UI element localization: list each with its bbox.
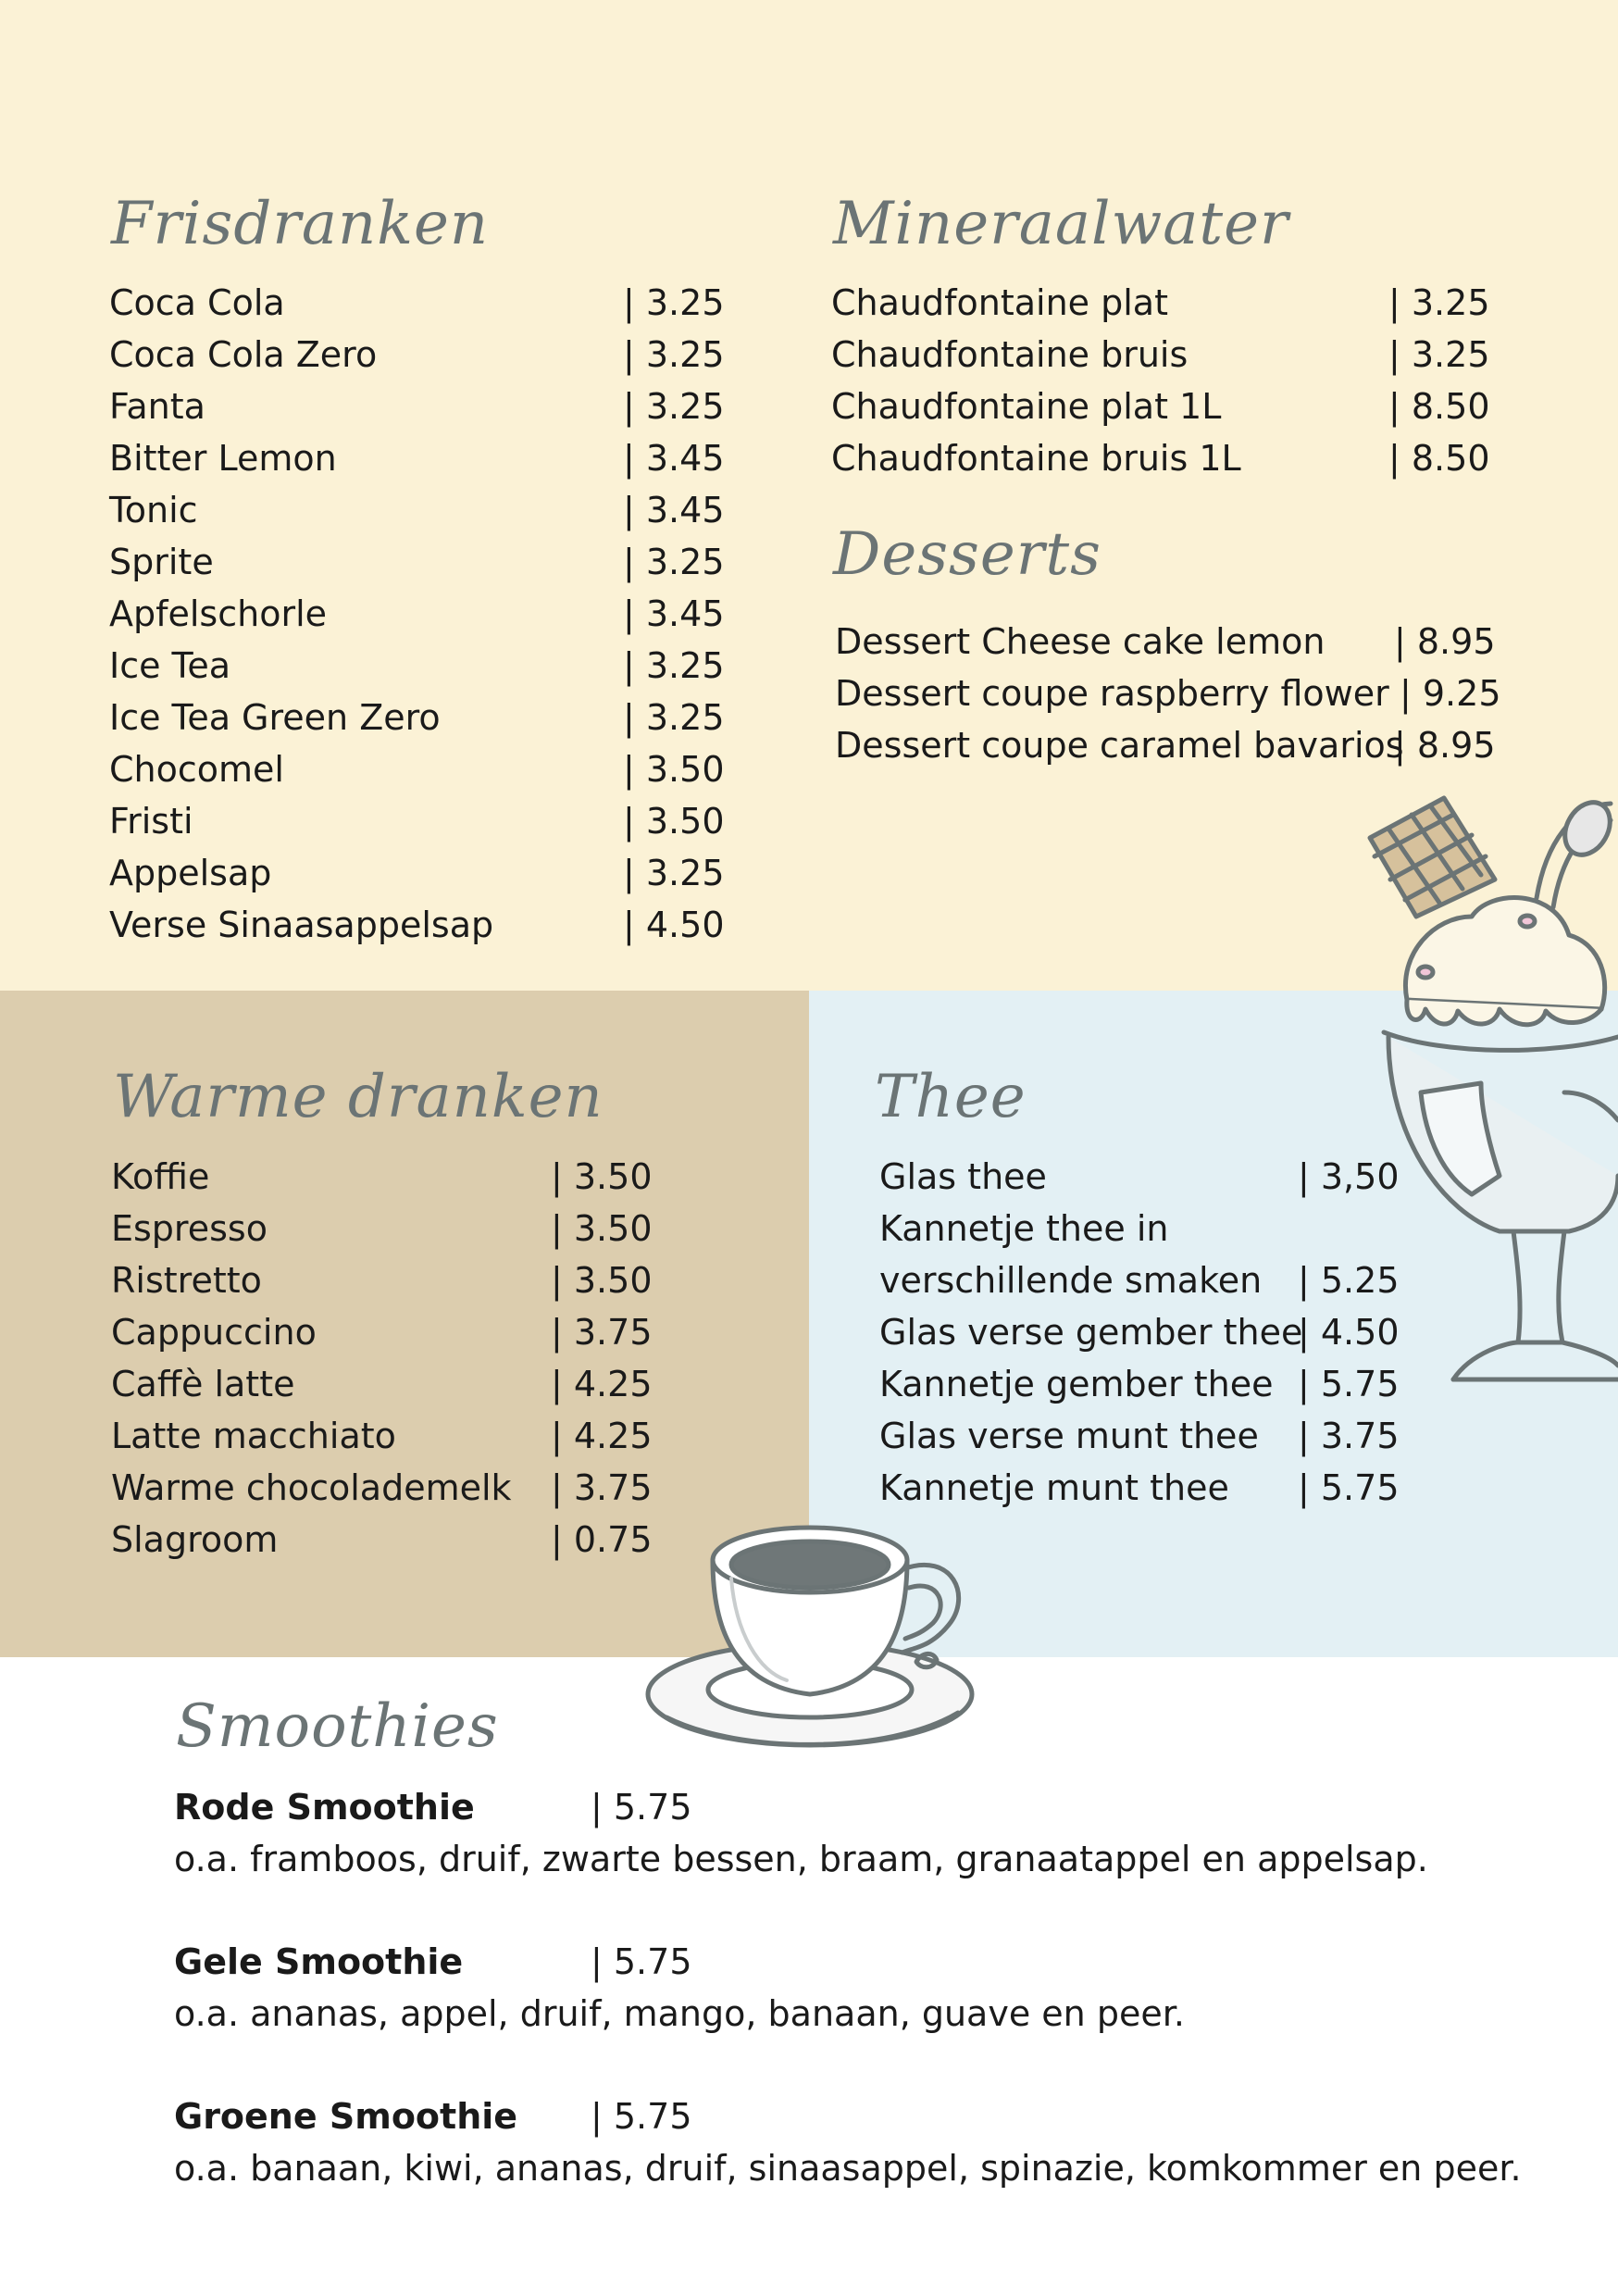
menu-item [111,1254,778,1306]
menu-item [111,1203,778,1254]
smoothie-price: | 5.75 [591,1787,692,1828]
item-price: | 3.75 [551,1467,653,1508]
item-price: | 3.25 [623,334,725,375]
item-price: | 4.25 [551,1364,653,1404]
item-name: Dessert coupe caramel bavarios [835,725,1404,766]
item-price: | 4.50 [623,905,725,945]
item-price: | 5.75 [1298,1364,1400,1404]
item-name: Appelsap [109,853,272,893]
item-price: | 3.25 [623,697,725,738]
item-name: Chaudfontaine plat [831,282,1168,323]
smoothie-name: Rode Smoothie [174,1787,475,1828]
frisdranken-list [109,277,757,951]
item-price: | 5.75 [1298,1467,1400,1508]
desserts-list [835,616,1575,771]
item-name: Chocomel [109,749,284,790]
item-name: Koffie [111,1156,210,1197]
item-name: verschillende smaken [879,1260,1263,1301]
item-price: | 3.75 [551,1312,653,1353]
item-name: Coca Cola Zero [109,334,378,375]
item-name: Ristretto [111,1260,262,1301]
item-price: | 0.75 [551,1519,653,1560]
menu-item [831,432,1535,484]
item-name: Bitter Lemon [109,438,337,479]
item-price: | 3.50 [551,1260,653,1301]
item-name: Glas thee [879,1156,1047,1197]
menu-item [831,381,1535,432]
item-price: | 3.25 [623,282,725,323]
item-name: Verse Sinaasappelsap [109,905,494,945]
desserts-heading: Desserts [833,520,1101,589]
menu-item [111,1462,778,1514]
menu-item [831,277,1535,329]
item-name: Slagroom [111,1519,279,1560]
item-name: Ice Tea [109,645,230,686]
item-price: | 3.50 [623,749,725,790]
item-name: Chaudfontaine bruis 1L [831,438,1241,479]
menu-item [835,719,1575,771]
item-name: Sprite [109,542,214,582]
item-name: Cappuccino [111,1312,317,1353]
item-price: | 3.25 [1388,334,1490,375]
item-price: | 3.45 [623,490,725,530]
menu-item [835,668,1575,719]
item-price: | 3,50 [1298,1156,1400,1197]
menu-item [109,588,757,640]
warme-dranken-heading: Warme dranken [113,1063,604,1131]
item-price: | 5.25 [1298,1260,1400,1301]
menu-item [109,329,757,381]
item-price: | 3.25 [623,645,725,686]
menu-item [109,692,757,743]
item-price: | 3.45 [623,593,725,634]
item-name: Kannetje munt thee [879,1467,1229,1508]
menu-item [109,381,757,432]
menu-item [109,277,757,329]
item-name: Latte macchiato [111,1416,396,1456]
item-name: Caffè latte [111,1364,295,1404]
smoothies-heading: Smoothies [176,1692,499,1761]
item-name: Warme chocolademelk [111,1467,512,1508]
mineraalwater-heading: Mineraalwater [833,190,1289,258]
item-price: | 9.25 [1400,673,1501,714]
item-name: Chaudfontaine plat 1L [831,386,1222,427]
menu-item [111,1306,778,1358]
item-price: | 4.50 [1298,1312,1400,1353]
smoothie-price: | 5.75 [591,1941,692,1982]
item-name: Dessert coupe raspberry flower [835,673,1389,714]
smoothie-description: o.a. framboos, druif, zwarte bessen, braam, granaatappel en appelsap. [174,1839,1428,1879]
ice-cream-sundae-icon [1333,787,1618,1454]
menu-item [109,899,757,951]
item-name: Glas verse munt thee [879,1416,1259,1456]
item-name: Fristi [109,801,193,842]
item-price: | 3.50 [551,1156,653,1197]
item-price: | 3.25 [623,853,725,893]
smoothie-name: Gele Smoothie [174,1941,464,1982]
item-name: Glas verse gember thee [879,1312,1303,1353]
smoothie-price: | 5.75 [591,2096,692,2137]
item-name: Dessert Cheese cake lemon [835,621,1326,662]
smoothie-name: Groene Smoothie [174,2096,518,2137]
item-price: | 8.95 [1394,621,1496,662]
item-name: Ice Tea Green Zero [109,697,441,738]
item-price: | 8.50 [1388,438,1490,479]
thee-heading: Thee [875,1063,1027,1131]
item-name: Kannetje gember thee [879,1364,1274,1404]
menu-item [111,1151,778,1203]
item-price: | 3.50 [623,801,725,842]
item-name: Apfelschorle [109,593,328,634]
menu-item [109,484,757,536]
menu-item [111,1358,778,1410]
item-price: | 4.25 [551,1416,653,1456]
menu-item [109,640,757,692]
item-price: | 3.75 [1298,1416,1400,1456]
smoothie-description: o.a. banaan, kiwi, ananas, druif, sinaasappel, spinazie, komkommer en peer. [174,2148,1522,2189]
item-name: Espresso [111,1208,268,1249]
item-price: | 3.50 [551,1208,653,1249]
item-name: Kannetje thee in [879,1208,1169,1249]
item-price: | 3.25 [1388,282,1490,323]
item-name: Fanta [109,386,205,427]
item-price: | 8.50 [1388,386,1490,427]
item-name: Tonic [109,490,198,530]
menu-item [835,616,1575,668]
item-price: | 8.95 [1394,725,1496,766]
menu-item [109,795,757,847]
menu-item [111,1410,778,1462]
item-price: | 3.45 [623,438,725,479]
item-name: Chaudfontaine bruis [831,334,1189,375]
menu-item [109,847,757,899]
menu-item [109,743,757,795]
frisdranken-heading: Frisdranken [111,190,490,258]
coffee-cup-icon [639,1514,990,1764]
mineraalwater-list [831,277,1535,484]
item-name: Coca Cola [109,282,285,323]
warme-dranken-list [111,1151,778,1566]
smoothie-description: o.a. ananas, appel, druif, mango, banaan, guave en peer. [174,1993,1185,2034]
menu-item [109,432,757,484]
menu-item [831,329,1535,381]
item-price: | 3.25 [623,386,725,427]
item-price: | 3.25 [623,542,725,582]
menu-item [879,1462,1453,1514]
menu-item [109,536,757,588]
